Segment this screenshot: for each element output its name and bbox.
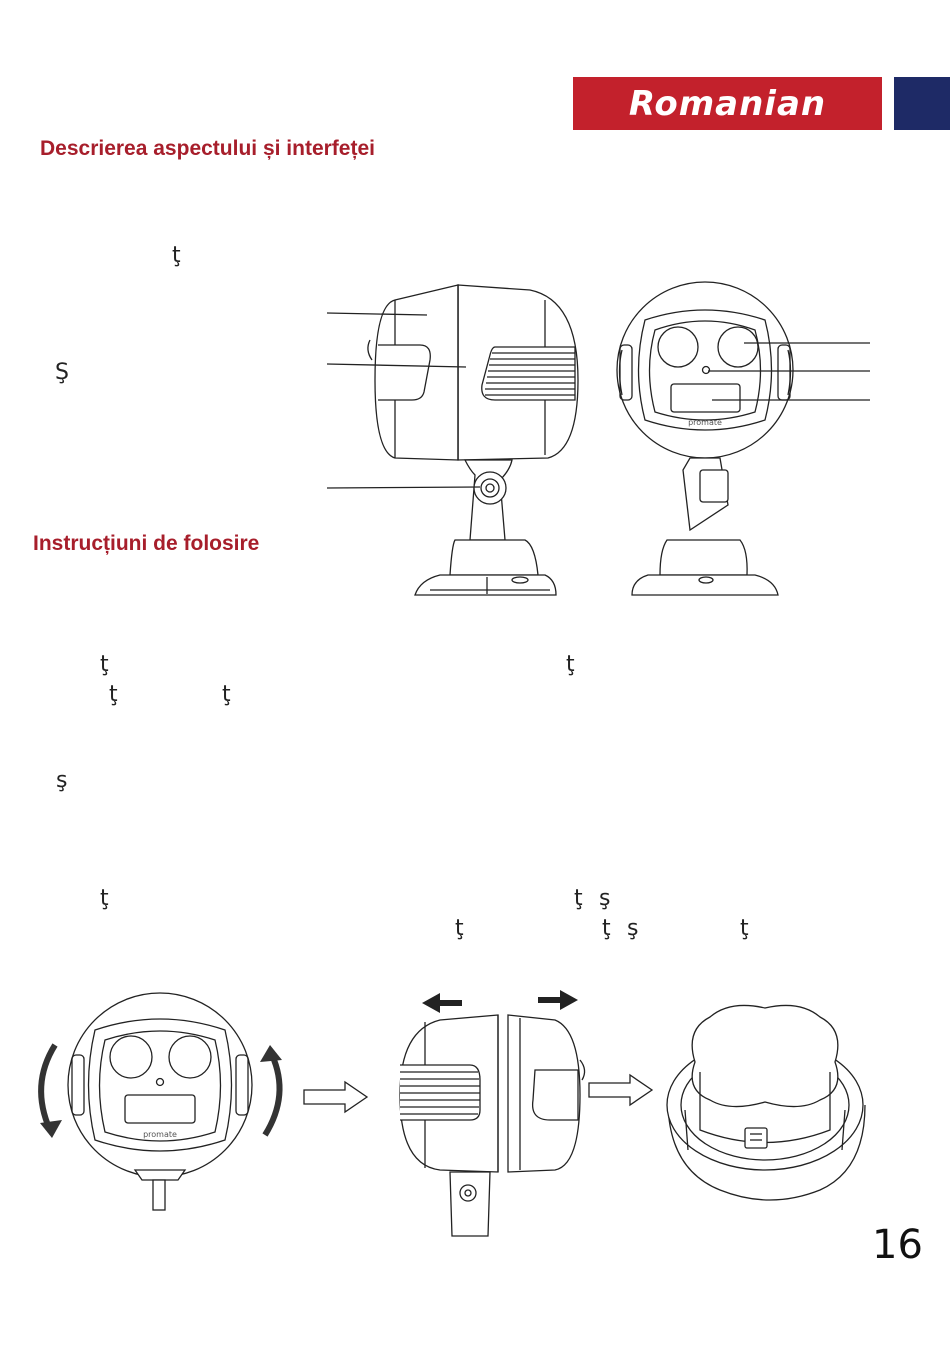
text-fragment: ţ <box>100 652 109 677</box>
text-fragment: ţ <box>574 886 583 911</box>
language-tab-label: Romanian <box>628 83 827 124</box>
text-fragment: ş <box>599 886 611 911</box>
text-fragment: ş <box>627 916 639 941</box>
process-arrow-1 <box>304 1082 367 1112</box>
process-arrow-2 <box>589 1075 652 1105</box>
text-fragment: ş <box>56 768 68 793</box>
text-fragment: ţ <box>740 916 749 941</box>
text-fragment: ţ <box>172 243 181 268</box>
text-fragment: ţ <box>222 682 231 707</box>
text-fragment: Ş <box>55 360 69 385</box>
usage-section-title: Instrucțiuni de folosire <box>33 532 260 555</box>
device-side-view <box>368 285 578 595</box>
brand-mark-top: promate <box>688 418 722 427</box>
text-fragment: ţ <box>566 652 575 677</box>
text-fragment: ţ <box>109 682 118 707</box>
brand-mark-step1: promate <box>143 1130 177 1139</box>
step-separate-side-view <box>400 990 585 1236</box>
text-fragment: ţ <box>100 886 109 911</box>
page-number: 16 <box>872 1222 923 1268</box>
text-fragment: ţ <box>602 916 611 941</box>
appearance-section-title: Descrierea aspectului și interfeței <box>40 137 375 160</box>
text-fragment: ţ <box>455 916 464 941</box>
device-front-view <box>617 282 793 595</box>
step-open-housing-view <box>667 1005 865 1200</box>
step-rotate-front-view <box>40 993 282 1210</box>
